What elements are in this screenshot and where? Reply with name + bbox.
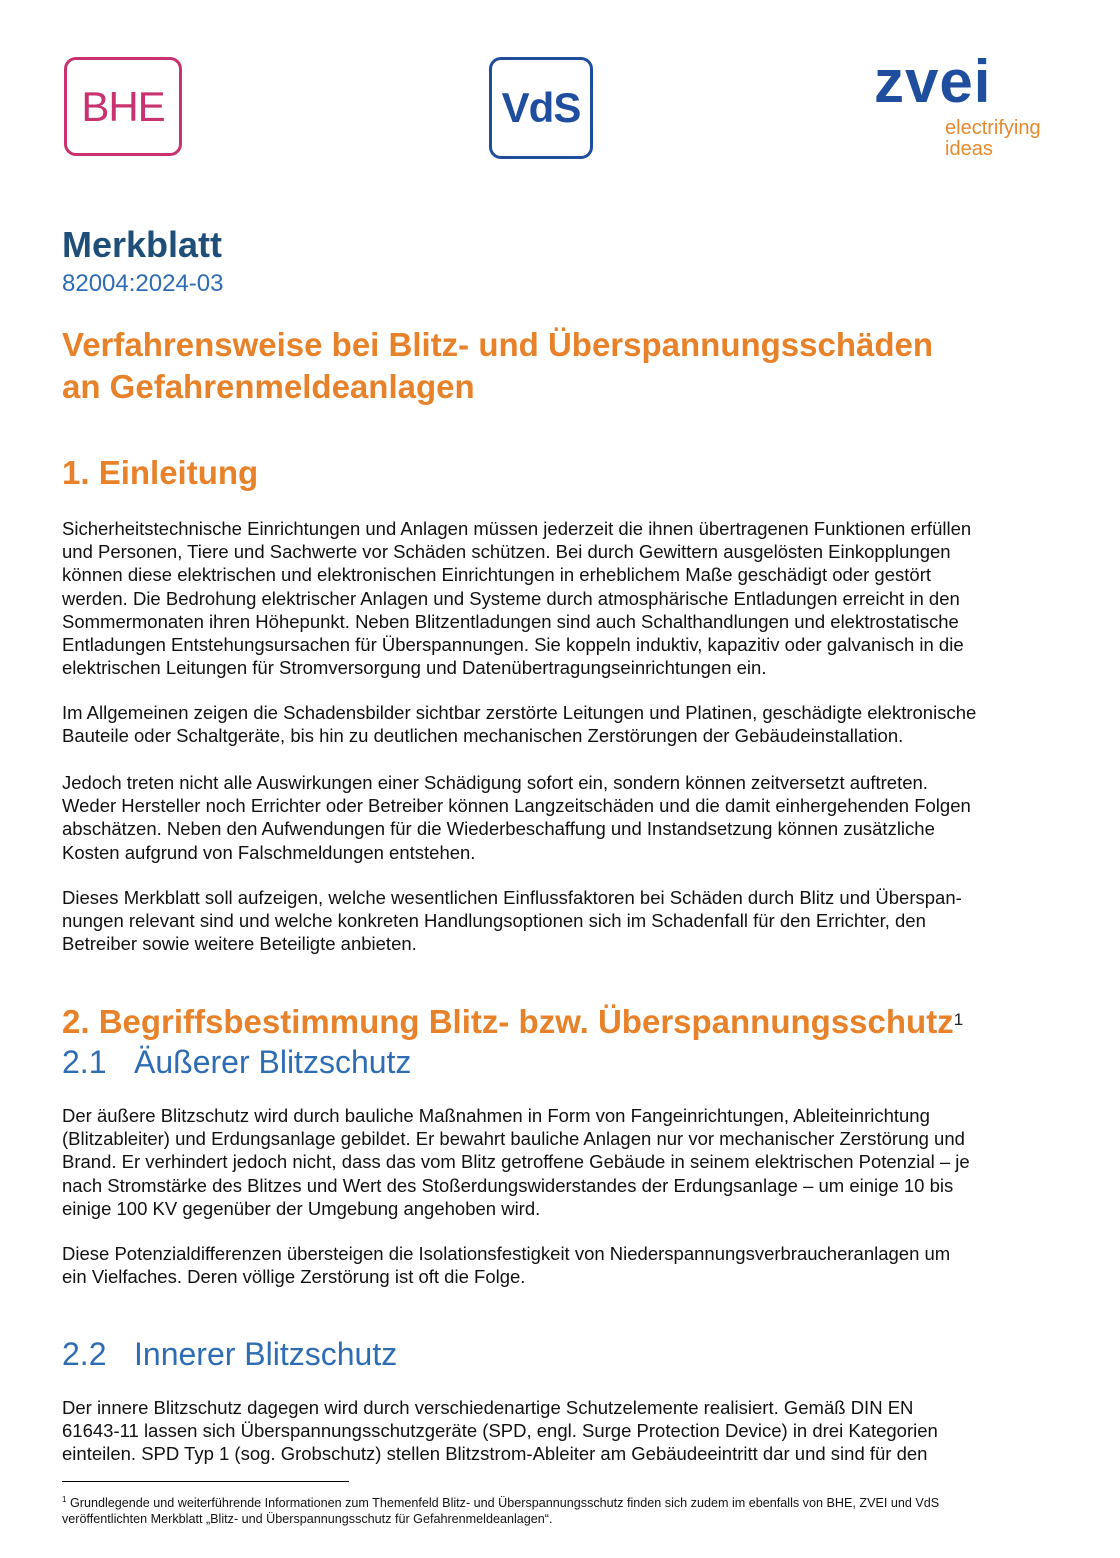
- text-line: nungen relevant sind und welche konkreten Handlungsoptionen sich im Schadenfall für den Errichter, den: [62, 910, 926, 932]
- subsection-title: Innerer Blitzschutz: [134, 1336, 398, 1372]
- section-2-heading: [62, 1002, 963, 1042]
- text-line: einteilen. SPD Typ 1 (sog. Grobschutz) stellen Blitzstrom-Ableiter am Gebäudeeintritt dar und sind für den: [62, 1443, 928, 1465]
- text-line: einige 100 KV gegenüber der Umgebung angehoben wird.: [62, 1197, 541, 1219]
- zvei-logo-tagline-1: electrifying: [945, 117, 1041, 139]
- document-type: Merkblatt: [62, 224, 223, 265]
- text-line: Weder Hersteller noch Errichter oder Betreiber können Langzeitschäden und die damit einhergehenden Folgen: [62, 795, 971, 817]
- subsection-2-2-heading: [62, 1335, 397, 1373]
- text-line: (Blitzableiter) und Erdungsanlage gebildet. Er bewahrt bauliche Anlagen nur vor mechanischer Zerstörung und: [62, 1128, 965, 1150]
- footnote-divider: [62, 1481, 349, 1482]
- paragraph: [62, 1242, 1062, 1288]
- footnote-mark: 1: [953, 1010, 964, 1029]
- footnote-line-1: [62, 1492, 1062, 1511]
- section-1-heading: 1. Einleitung: [62, 454, 259, 491]
- text-line: und Personen, Tiere und Sachwerte vor Schäden schützen. Bei durch Gewittern ausgelösten Einkopplungen: [62, 541, 951, 563]
- footnote-text-2: veröffentlichten Merkblatt „Blitz- und Überspannungsschutz für Gefahrenmeldeanlagen“.: [62, 1512, 553, 1527]
- text-line: können diese elektrischen und elektronischen Einrichtungen in erheblichem Maße geschädigt oder gestört: [62, 564, 931, 586]
- text-line: Sicherheitstechnische Einrichtungen und Anlagen müssen jederzeit die ihnen übertragenen Funktionen erfüllen: [62, 518, 972, 539]
- paragraph: [62, 1104, 1062, 1220]
- footnote-text-1: Grundlegende und weiterführende Informationen zum Themenfeld Blitz- und Überspannungsschutz finden sich zudem im ebenfalls von BHE, ZVEI und VdS: [69, 1496, 940, 1511]
- zvei-logo-tagline-2: ideas: [945, 138, 993, 160]
- document-title: [62, 324, 1062, 408]
- footnote: [62, 1492, 1062, 1527]
- subsection-2-1-heading: [62, 1043, 411, 1081]
- zvei-logo: [874, 50, 1074, 165]
- text-line: werden. Die Bedrohung elektrischer Anlagen und Systeme durch atmosphärische Entladungen erreicht in den: [62, 587, 960, 609]
- paragraph: [62, 517, 1062, 679]
- text-line: elektrischen Leitungen für Stromversorgung und Datenübertragungseinrichtungen ein.: [62, 657, 767, 679]
- subsection-number: 2.2: [62, 1336, 107, 1372]
- text-line: ein Vielfaches. Deren völlige Zerstörung ist oft die Folge.: [62, 1266, 526, 1288]
- paragraph: [62, 701, 1062, 747]
- paragraph: [62, 1396, 1062, 1466]
- paragraph: [62, 886, 1062, 956]
- subsection-title: Äußerer Blitzschutz: [134, 1044, 412, 1080]
- text-line: Brand. Er verhindert jedoch nicht, dass das vom Blitz getroffene Gebäude in seinem elektrischen Potenzial – je: [62, 1151, 970, 1173]
- text-line: 61643-11 lassen sich Überspannungsschutzgeräte (SPD, engl. Surge Protection Device) in drei Kategorien: [62, 1420, 938, 1442]
- subsection-number: 2.1: [62, 1044, 107, 1080]
- document-title-line-1: Verfahrensweise bei Blitz- und Überspannungsschäden: [62, 326, 934, 363]
- document-title-line-2: an Gefahrenmeldeanlagen: [62, 368, 475, 405]
- bhe-logo-text: BHE: [81, 82, 165, 130]
- text-line: Sommermonaten ihren Höhepunkt. Neben Blitzentladungen sind auch Schalthandlungen und elektrostatische: [62, 610, 959, 632]
- zvei-logo-name: zvei: [874, 48, 992, 115]
- text-line: Im Allgemeinen zeigen die Schadensbilder sichtbar zerstörte Leitungen und Platinen, geschädigte elektronische: [62, 702, 977, 723]
- vds-logo: [489, 57, 593, 159]
- text-line: Der äußere Blitzschutz wird durch bauliche Maßnahmen in Form von Fangeinrichtungen, Ableiteinrichtung: [62, 1105, 930, 1126]
- vds-logo-text: VdS: [501, 84, 581, 131]
- text-line: Bauteile oder Schaltgeräte, bis hin zu deutlichen mechanischen Zerstörungen der Gebäudeinstallation.: [62, 725, 904, 747]
- document-number: 82004:2024-03: [62, 270, 224, 297]
- footnote-number: 1: [62, 1495, 67, 1504]
- text-line: Entladungen Entstehungsursachen für Überspannungen. Sie koppeln induktiv, kapazitiv oder galvanisch in die: [62, 634, 964, 656]
- text-line: Der innere Blitzschutz dagegen wird durch verschiedenartige Schutzelemente realisiert. Gemäß DIN EN: [62, 1397, 914, 1418]
- text-line: Dieses Merkblatt soll aufzeigen, welche wesentlichen Einflussfaktoren bei Schäden durch Blitz und Überspan-: [62, 887, 962, 908]
- bhe-logo: [64, 57, 182, 156]
- text-line: Kosten aufgrund von Falschmeldungen entstehen.: [62, 841, 476, 863]
- text-line: Jedoch treten nicht alle Auswirkungen einer Schädigung sofort ein, sondern können zeitversetzt auftreten.: [62, 772, 928, 793]
- logo-bar: [0, 0, 1120, 170]
- text-line: abschätzen. Neben den Aufwendungen für die Wiederbeschaffung und Instandsetzung können zusätzliche: [62, 818, 935, 840]
- section-2-heading-text: 2. Begriffsbestimmung Blitz- bzw. Überspannungsschutz: [62, 1003, 954, 1040]
- text-line: Diese Potenzialdifferenzen übersteigen die Isolationsfestigkeit von Niederspannungsverbraucheranlagen um: [62, 1243, 951, 1264]
- text-line: Betreiber sowie weitere Beteiligte anbieten.: [62, 933, 417, 955]
- paragraph: [62, 771, 1062, 864]
- text-line: nach Stromstärke des Blitzes und Wert des Stoßerdungswiderstandes der Erdungsanlage – um einige 10 bis: [62, 1174, 954, 1196]
